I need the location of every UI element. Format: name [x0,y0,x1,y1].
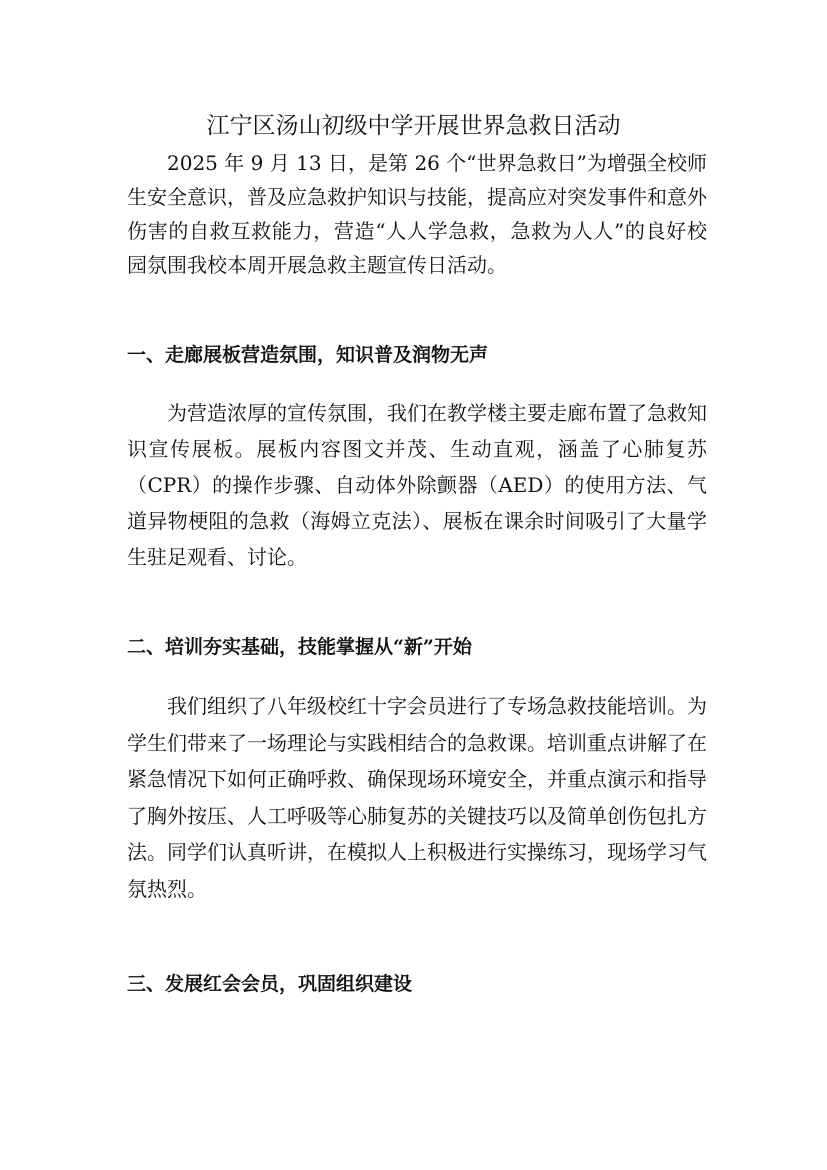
section-body-2: 我们组织了八年级校红十字会员进行了专场急救技能培训。为学生们带来了一场理论与实践相结合的急救课。培训重点讲解了在紧急情况下如何正确呼救、确保现场环境安全，并重点演示和指导了胸外按压、人工呼吸等心肺复苏的关键技巧以及简单创伤包扎方法。同学们认真听讲，在模拟人上积极进行实操练习，现场学习气氛热烈。 [127,694,707,901]
section-body-1: 为营造浓厚的宣传氛围，我们在教学楼主要走廊布置了急救知识宣传展板。展板内容图文并茂、生动直观，涵盖了心肺复苏（CPR）的操作步骤、自动体外除颤器（AED）的使用方法、气道异物梗阻的急救（海姆立克法）、展板在课余时间吸引了大量学生驻足观看、讨论。 [127,401,707,569]
intro-paragraph: 2025 年 9 月 13 日，是第 26 个“世界急救日”为增强全校师生安全意识，普及应急救护知识与技能，提高应对突发事件和意外伤害的自救互救能力，营造“人人学急救，急救为人人”的良好校园氛围我校本周开展急救主题宣传日活动。 [127,151,707,277]
section-heading-2: 二、培训夯实基础，技能掌握从“新”开始 [127,636,472,658]
section-heading-1: 一、走廊展板营造氛围，知识普及润物无声 [127,344,489,366]
document-title: 江宁区汤山初级中学开展世界急救日活动 [206,113,621,139]
section-heading-3: 三、发展红会会员，巩固组织建设 [127,973,413,995]
